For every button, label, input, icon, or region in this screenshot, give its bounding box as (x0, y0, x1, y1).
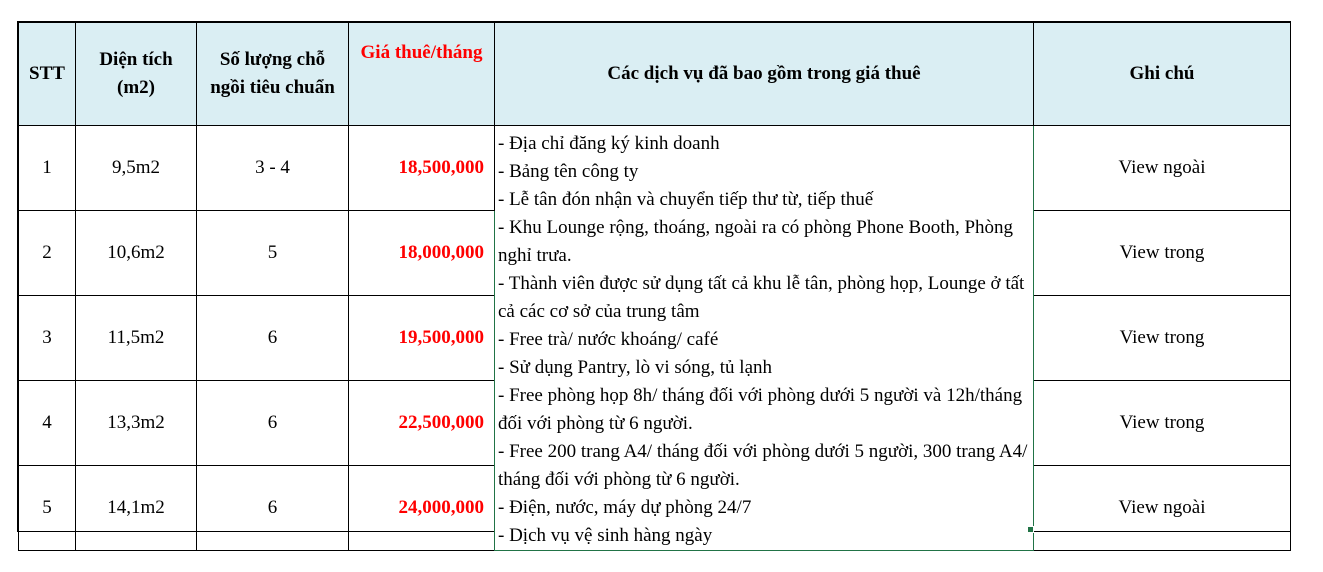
cell-seats[interactable]: 3 - 4 (197, 126, 349, 211)
service-item: - Khu Lounge rộng, thoáng, ngoài ra có phòng Phone Booth, Phòng nghỉ trưa. (498, 217, 1014, 266)
service-item: - Free phòng họp 8h/ tháng đối với phòng dưới 5 người và 12h/tháng đối với phòng từ 6 người. (498, 385, 1023, 434)
cell-area[interactable]: 13,3m2 (76, 381, 197, 466)
header-price[interactable]: Giá thuê/tháng (349, 23, 495, 126)
header-area[interactable] (76, 23, 197, 126)
header-stt[interactable]: STT (19, 23, 76, 126)
cell-note[interactable]: View trong (1034, 211, 1291, 296)
service-item: - Địa chỉ đăng ký kinh doanh (498, 133, 720, 154)
cell-seats[interactable]: 6 (197, 381, 349, 466)
cell-note[interactable]: View trong (1034, 296, 1291, 381)
header-area-label: Diện tích (m2) (99, 49, 173, 98)
service-item: - Free 200 trang A4/ tháng đối với phòng dưới 5 người, 300 trang A4/ tháng đối với phòng từ 6 người. (498, 441, 1028, 490)
cell-note[interactable]: View ngoài (1034, 126, 1291, 211)
cell-seats[interactable]: 6 (197, 296, 349, 381)
header-seats-label: Số lượng chỗ ngồi tiêu chuẩn (210, 49, 335, 98)
cell-price[interactable]: 19,500,000 (349, 296, 495, 381)
cell-price[interactable]: 18,500,000 (349, 126, 495, 211)
service-item: - Bảng tên công ty (498, 161, 639, 182)
service-item: - Sử dụng Pantry, lò vi sóng, tủ lạnh (498, 357, 773, 378)
cell-seats[interactable]: 6 (197, 466, 349, 551)
service-item: - Thành viên được sử dụng tất cả khu lễ tân, phòng họp, Lounge ở tất cả các cơ sở của trung tâm (498, 273, 1025, 322)
cell-price[interactable]: 22,500,000 (349, 381, 495, 466)
table-row (19, 126, 1291, 211)
price-table-sheet (17, 21, 1291, 546)
cell-stt[interactable]: 4 (19, 381, 76, 466)
selection-fill-handle[interactable] (1027, 526, 1034, 533)
cell-area[interactable]: 14,1m2 (76, 466, 197, 551)
cell-stt[interactable]: 5 (19, 466, 76, 551)
cell-seats[interactable]: 5 (197, 211, 349, 296)
cell-note[interactable]: View ngoài (1034, 466, 1291, 551)
service-item: - Điện, nước, máy dự phòng 24/7 (498, 497, 752, 518)
cell-stt[interactable]: 2 (19, 211, 76, 296)
service-item: - Lễ tân đón nhận và chuyển tiếp thư từ, tiếp thuế (498, 189, 874, 210)
service-item: - Free trà/ nước khoáng/ café (498, 329, 719, 350)
header-row (19, 23, 1291, 126)
cell-price[interactable]: 18,000,000 (349, 211, 495, 296)
header-services[interactable]: Các dịch vụ đã bao gồm trong giá thuê (495, 23, 1034, 126)
header-note[interactable]: Ghi chú (1034, 23, 1291, 126)
cell-price[interactable]: 24,000,000 (349, 466, 495, 551)
header-seats[interactable] (197, 23, 349, 126)
service-item: - Dịch vụ vệ sinh hàng ngày (498, 525, 713, 546)
office-rental-table (18, 22, 1291, 551)
cell-stt[interactable]: 1 (19, 126, 76, 211)
cell-area[interactable]: 10,6m2 (76, 211, 197, 296)
cell-stt[interactable]: 3 (19, 296, 76, 381)
cell-area[interactable]: 11,5m2 (76, 296, 197, 381)
cell-note[interactable]: View trong (1034, 381, 1291, 466)
cell-area[interactable]: 9,5m2 (76, 126, 197, 211)
cell-services-merged[interactable] (495, 126, 1034, 551)
